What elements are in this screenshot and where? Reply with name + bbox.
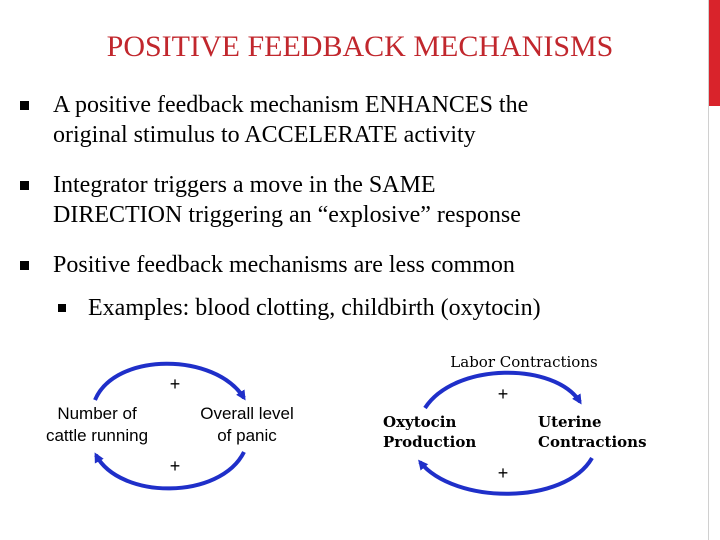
plus-sign: + — [497, 463, 509, 483]
node-label-line: Overall level — [200, 404, 294, 423]
bullet-3-line-1: Positive feedback mechanisms are less common — [53, 252, 515, 278]
labor-feedback-loop — [383, 353, 647, 494]
node-label-line: Oxytocin — [383, 413, 457, 431]
bullet-2-line-2: DIRECTION triggering an “explosive” response — [53, 202, 521, 228]
plus-sign: + — [169, 456, 181, 476]
node-label-line: Uterine — [538, 413, 602, 431]
plus-sign: + — [169, 374, 181, 394]
node-label-line: cattle running — [45, 426, 149, 445]
node-label-line: Number of — [57, 404, 137, 423]
diagram-title: Labor Contractions — [450, 353, 598, 371]
slide-title: POSITIVE FEEDBACK MECHANISMS — [106, 30, 614, 63]
plus-sign: + — [497, 384, 509, 404]
node-label-line: Production — [383, 433, 477, 451]
node-label-line: Contractions — [538, 433, 647, 451]
sub-bullet-text: Examples: blood clotting, childbirth (oxytocin) — [88, 295, 541, 321]
node-label-line: of panic — [217, 426, 277, 445]
cattle-feedback-loop — [46, 364, 294, 489]
bullet-1-line-2: original stimulus to ACCELERATE activity — [53, 122, 476, 148]
bullet-2-line-1: Integrator triggers a move in the SAME — [53, 172, 436, 198]
bullet-1-line-1: A positive feedback mechanism ENHANCES the — [53, 92, 529, 118]
